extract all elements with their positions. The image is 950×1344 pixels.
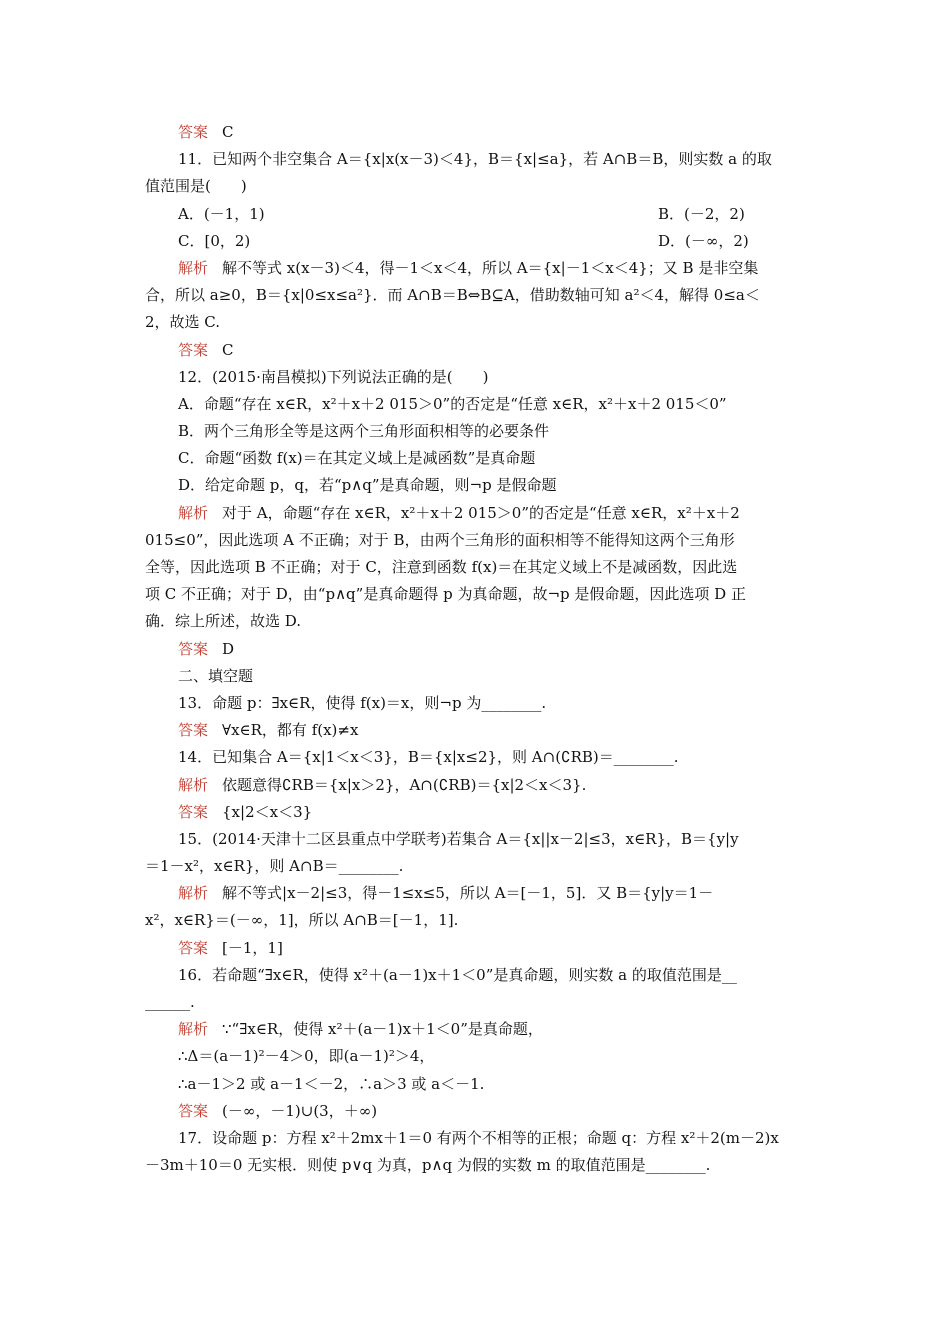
text-line [145,445,805,472]
line-text: [－1，1] [222,938,283,957]
text-line [145,962,805,989]
text-line [145,309,805,336]
text-line [145,608,805,635]
text-line [145,1016,805,1043]
section-label: 解析 [178,775,209,794]
line-text: x²，x∈R}＝(－∞，1]，所以 A∩B＝[－1，1]. [145,911,459,930]
text-line [145,772,805,799]
line-text: B．两个三角形全等是这两个三角形面积相等的必要条件 [178,422,550,441]
section-label: 解析 [178,884,209,903]
line-text: 合，所以 a≥0，B＝{x|0≤x≤a²}．而 A∩B＝B⇔B⊆A，借助数轴可知 a²＜4，解得 0≤a＜ [145,286,760,305]
text-line [145,880,805,907]
section-label: 解析 [178,1020,209,1039]
line-text: 依题意得∁RB＝{x|x＞2}，A∩(∁RB)＝{x|2＜x＜3}. [222,775,587,794]
text-line [145,554,805,581]
line-text: 全等，因此选项 B 不正确；对于 C，注意到函数 f(x)＝在其定义域上不是减函数，因此选 [145,558,738,576]
option-text: A．(－1，1) [178,204,265,223]
line-text: 14．已知集合 A＝{x|1＜x＜3}，B＝{x|x≤2}，则 A∩(∁RB)＝________. [178,748,679,767]
text-line [145,989,805,1016]
text-line [145,636,805,663]
line-text: 015≤0”，因此选项 A 不正确；对于 B，由两个三角形的面积相等不能得知这两个三角形 [145,530,735,549]
text-line [145,364,805,391]
text-line [145,799,805,826]
line-text: 13．命题 p：∃x∈R，使得 f(x)＝x，则¬p 为________. [178,693,547,712]
line-text: D．给定命题 p，q，若“p∧q”是真命题，则¬p 是假命题 [178,476,557,495]
line-text: C．命题“函数 f(x)＝在其定义域上是减函数”是真命题 [178,449,536,468]
section-label: 解析 [178,258,209,277]
text-line [145,1152,805,1179]
section-label: 答案 [178,340,209,359]
line-text: A．命题“存在 x∈R，x²＋x＋2 015＞0”的否定是“任意 x∈R，x²＋x＋2 015＜0” [178,394,727,413]
text-line [145,717,805,744]
section-label: 答案 [178,721,209,740]
section-label: 解析 [178,503,209,522]
line-text: 解不等式|x－2|≤3，得－1≤x≤5，所以 A＝[－1，5]．又 B＝{y|y＝1－ [222,884,714,903]
text-line [145,826,805,853]
line-text: 11．已知两个非空集合 A＝{x|x(x－3)＜4}，B＝{x|≤a}，若 A∩B＝B，则实数 a 的取 [178,150,772,169]
line-text: 二、填空题 [178,666,254,685]
line-text: －3m＋10＝0 无实根．则使 p∨q 为真，p∧q 为假的实数 m 的取值范围是________. [145,1156,711,1175]
text-line [145,391,805,418]
option-text: D．(－∞，2) [658,231,749,250]
text-line [145,255,805,282]
text-line [145,119,805,146]
section-label: 答案 [178,802,209,821]
text-line [145,527,805,554]
text-line [145,173,805,200]
text-line [145,472,805,499]
line-text: 2，故选 C. [145,313,221,332]
option-text: B．(－2，2) [658,204,745,223]
line-text: 解不等式 x(x－3)＜4，得－1＜x＜4，所以 A＝{x|－1＜x＜4}；又 B 是非空集 [222,258,759,277]
line-text: 值范围是( ) [145,177,247,196]
line-text: 确．综上所述，故选 D. [145,612,302,631]
text-line [145,337,805,364]
line-text: ∀x∈R，都有 f(x)≠x [222,721,359,740]
section-label: 答案 [178,123,209,141]
line-text: 对于 A，命题“存在 x∈R，x²＋x＋2 015＞0”的否定是“任意 x∈R，x²＋x＋2 [222,503,740,522]
text-line [145,1125,805,1152]
text-line [145,146,805,173]
line-text: ＝1－x²，x∈R}，则 A∩B＝________. [145,857,404,876]
line-text: 12．(2015·南昌模拟)下列说法正确的是( ) [178,367,489,386]
text-line [145,663,805,690]
line-text: ∴Δ＝(a－1)²－4＞0，即(a－1)²＞4， [178,1047,435,1066]
line-text: D [222,639,235,658]
line-text: ______. [145,993,195,1011]
text-line [145,907,805,934]
text-line [145,935,805,962]
line-text: 17．设命题 p：方程 x²＋2mx＋1＝0 有两个不相等的正根；命题 q：方程 x²＋2(m－2)x [178,1128,779,1147]
line-text: 项 C 不正确；对于 D，由“p∧q”是真命题得 p 为真命题，故¬p 是假命题，因此选项 D 正 [145,585,746,604]
line-text: ∴a－1＞2 或 a－1＜－2，∴a＞3 或 a＜－1. [178,1074,485,1093]
text-line [145,1071,805,1098]
section-label: 答案 [178,938,209,957]
line-text: {x|2＜x＜3} [222,802,313,821]
text-line [145,581,805,608]
text-line [145,1043,805,1070]
text-line [145,744,805,771]
section-label: 答案 [178,639,209,658]
text-line [145,853,805,880]
text-line [145,201,805,228]
line-text: 15．(2014·天津十二区县重点中学联考)若集合 A＝{x||x－2|≤3，x∈R}，B＝{y|y [178,829,739,848]
line-text: 16．若命题“∃x∈R，使得 x²＋(a－1)x＋1＜0”是真命题，则实数 a 的取值范围是__ [178,965,737,984]
text-line [145,282,805,309]
text-line [145,228,805,255]
line-text: (－∞，－1)∪(3，＋∞) [222,1101,378,1120]
option-text: C．[0，2) [178,231,251,250]
text-line [145,418,805,445]
text-line [145,500,805,527]
line-text: C [222,123,234,141]
section-label: 答案 [178,1101,209,1120]
text-line [145,1098,805,1125]
line-text: C [222,340,234,359]
line-text: ∵“∃x∈R，使得 x²＋(a－1)x＋1＜0”是真命题， [222,1020,543,1039]
document-body [145,119,805,1179]
text-line [145,690,805,717]
